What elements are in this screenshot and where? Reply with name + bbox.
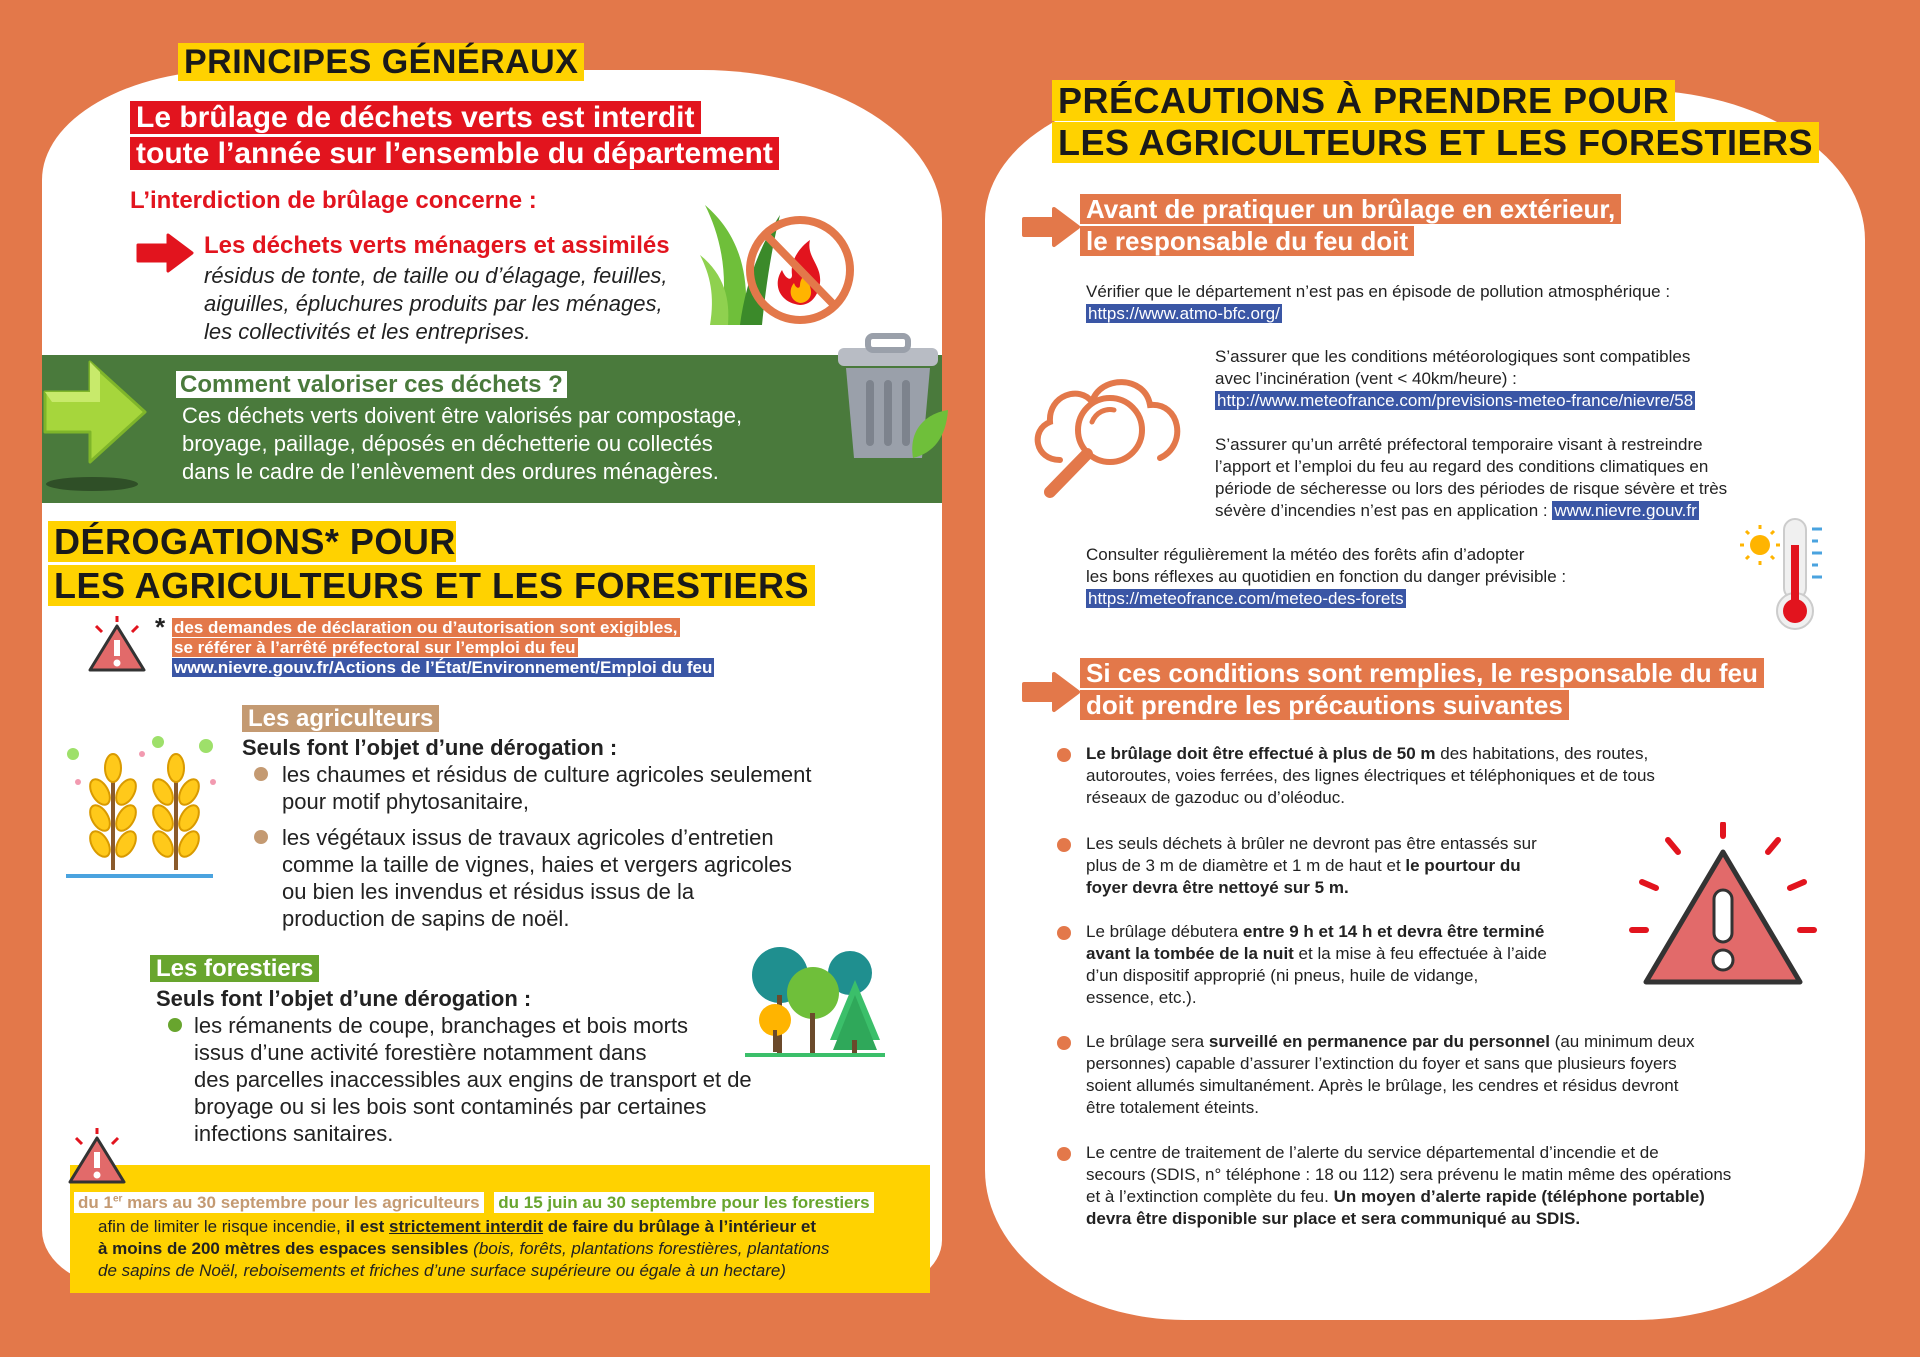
meteo-text: S’assurer que les conditions météorologiques sont compatibles avec l’incinération (vent < 40km/heure) : http://www.meteofrance.com/previsions-meteo-france/nievre/58 bbox=[1215, 347, 1694, 410]
precautions-title: PRÉCAUTIONS À PRENDRE POUR LES AGRICULTEURS ET LES FORESTIERS bbox=[1052, 80, 1819, 164]
precaution-bullet-2 bbox=[1057, 838, 1071, 852]
precaution-4: Le brûlage sera surveillé en permanence par du personnel (au minimum deux personnes) capable d’assurer l’extinction du foyer et sans que plusieurs foyers soient allumés simultanément. Après le brûlage, les cendres et résidus devront être totalement éteints. bbox=[1086, 1032, 1695, 1117]
agriculteurs-sub: Seuls font l’objet d’une dérogation : bbox=[242, 735, 618, 760]
precaution-bullet-4 bbox=[1057, 1036, 1071, 1050]
precaution-5: Le centre de traitement de l’alerte du service départemental d’incendie et de secours (SDIS, n° téléphone : 18 ou 112) sera prévenu le matin même des opérations et à l’extinction complète du feu. Un moyen d’alerte rapide (téléphone portable) devra être disponible sur place et sera communiqué au SDIS. bbox=[1086, 1143, 1732, 1228]
warning-small-icon bbox=[82, 616, 152, 681]
note-link[interactable]: www.nievre.gouv.fr/Actions de l’État/Environnement/Emploi du feu bbox=[174, 658, 713, 677]
derog-note: des demandes de déclaration ou d’autorisation sont exigibles, se référer à l’arrêté préfectoral sur l’emploi du feu www.nievre.gouv.fr/Actions de l’État/Environnement/Emploi du feu bbox=[174, 618, 713, 677]
consult-link[interactable]: https://meteofrance.com/meteo-des-forets bbox=[1088, 589, 1404, 608]
derogations-title: DÉROGATIONS* POUR LES AGRICULTEURS ET LES FORESTIERS bbox=[48, 520, 815, 608]
orange-arrow-icon-2 bbox=[1020, 670, 1082, 719]
agriculteurs-title: Les agriculteurs bbox=[242, 705, 439, 733]
avant-title: Avant de pratiquer un brûlage en extérieur, le responsable du feu doit bbox=[1080, 193, 1621, 257]
red-arrow-icon bbox=[134, 233, 196, 278]
red-banner: Le brûlage de déchets verts est interdit toute l’année sur l’ensemble du département bbox=[130, 100, 779, 172]
si-title: Si ces conditions sont remplies, le responsable du feu doit prendre les précautions suivantes bbox=[1080, 657, 1764, 721]
precaution-1: Le brûlage doit être effectué à plus de 50 m des habitations, des routes, autoroutes, voies ferrées, des lignes électriques et téléphoniques et de tous réseaux de gazoduc ou d’oléoduc. bbox=[1086, 744, 1655, 807]
periods bbox=[74, 1188, 874, 1214]
agri-item-2: les végétaux issus de travaux agricoles d’entretien comme la taille de vignes, haies et vergers agricoles ou bien les invendus et résidus issus de la production de sapins de noël. bbox=[282, 825, 792, 931]
forest-bullet bbox=[168, 1018, 182, 1032]
verif-text: Vérifier que le département n’est pas en épisode de pollution atmosphérique : bbox=[1086, 282, 1671, 301]
interdiction-label: L’interdiction de brûlage concerne : bbox=[130, 187, 537, 214]
warning-big-icon bbox=[1628, 822, 1818, 997]
thermometer-icon bbox=[1738, 515, 1838, 640]
principes-title: PRINCIPES GÉNÉRAUX bbox=[178, 40, 584, 84]
agri-bullet-2 bbox=[254, 830, 268, 844]
bottom-text: afin de limiter le risque incendie, il est strictement interdit de faire du brûlage à l’intérieur et à moins de 200 mètres des espaces sensibles (bois, forêts, plantations forestières, plantations de sapins de Noël, reboisements et friches d’une surface supérieure ou égale à un hectare) bbox=[98, 1217, 830, 1280]
arrete-text: S’assurer qu’un arrêté préfectoral temporaire visant à restreindre l’apport et l’emploi du feu au regard des conditions climatiques en période de sécheresse ou lors des périodes de risque sévère et très sévère d’incendies n’est pas en application : www.nievre.gouv.fr bbox=[1215, 435, 1728, 520]
precaution-bullet-3 bbox=[1057, 926, 1071, 940]
valoriser-title: Comment valoriser ces déchets ? bbox=[176, 371, 567, 399]
period-forest: du 15 juin au 30 septembre pour les forestiers bbox=[494, 1192, 873, 1213]
agri-item-1: les chaumes et résidus de culture agricoles seulement pour motif phytosanitaire, bbox=[282, 762, 812, 814]
period-agri: du 1er mars au 30 septembre pour les agriculteurs bbox=[74, 1192, 484, 1213]
consult-text: Consulter régulièrement la météo des forêts afin d’adopter les bons réflexes au quotidien en fonction du danger prévisible : https://meteofrance.com/meteo-des-forets bbox=[1086, 545, 1567, 608]
valoriser-desc: Ces déchets verts doivent être valorisés par compostage, broyage, paillage, déposés en déchetterie ou collectés dans le cadre de l’enlèvement des ordures ménagères. bbox=[182, 403, 743, 484]
green-arrow-icon bbox=[40, 352, 150, 497]
forest-item: les rémanents de coupe, branchages et bois morts issus d’une activité forestière notamment dans des parcelles inaccessibles aux engins de transport et de broyage ou si les bois sont contaminés par certaines infections sanitaires. bbox=[194, 1013, 752, 1146]
agri-bullet-1 bbox=[254, 767, 268, 781]
verif-link[interactable]: https://www.atmo-bfc.org/ bbox=[1088, 304, 1280, 323]
precaution-3: Le brûlage débutera entre 9 h et 14 h et devra être terminé avant la tombée de la nuit et la mise à feu effectuée à l’aide d’un dispositif approprié (ni pneus, huile de vidange, essence, etc.). bbox=[1086, 922, 1547, 1007]
arrete-link[interactable]: www.nievre.gouv.fr bbox=[1554, 501, 1697, 520]
forestiers-title: Les forestiers bbox=[150, 955, 319, 983]
precaution-2: Les seuls déchets à brûler ne devront pas être entassés sur plus de 3 m de diamètre et 1 m de haut et le pourtour du foyer devra être nettoyé sur 5 m. bbox=[1086, 834, 1537, 897]
dechets-desc: résidus de tonte, de taille ou d’élagage, feuilles, aiguilles, épluchures produits par les ménages, les collectivités et les entreprises. bbox=[204, 263, 668, 344]
cloud-search-icon bbox=[1020, 350, 1200, 505]
warning-bottom-icon bbox=[62, 1128, 132, 1193]
meteo-link[interactable]: http://www.meteofrance.com/previsions-meteo-france/nievre/58 bbox=[1217, 391, 1694, 410]
dechets-title: Les déchets verts ménagers et assimilés bbox=[204, 232, 670, 259]
orange-arrow-icon-1 bbox=[1020, 205, 1082, 254]
precaution-bullet-5 bbox=[1057, 1147, 1071, 1161]
wheat-icon bbox=[58, 732, 223, 887]
verif-link-wrap bbox=[1086, 303, 1282, 325]
trees-icon bbox=[745, 945, 885, 1065]
asterisk: * bbox=[155, 612, 166, 642]
trash-bin-icon bbox=[828, 328, 948, 473]
no-burning-icon bbox=[700, 185, 860, 340]
forestiers-sub: Seuls font l’objet d’une dérogation : bbox=[156, 986, 532, 1011]
precaution-bullet-1 bbox=[1057, 748, 1071, 762]
